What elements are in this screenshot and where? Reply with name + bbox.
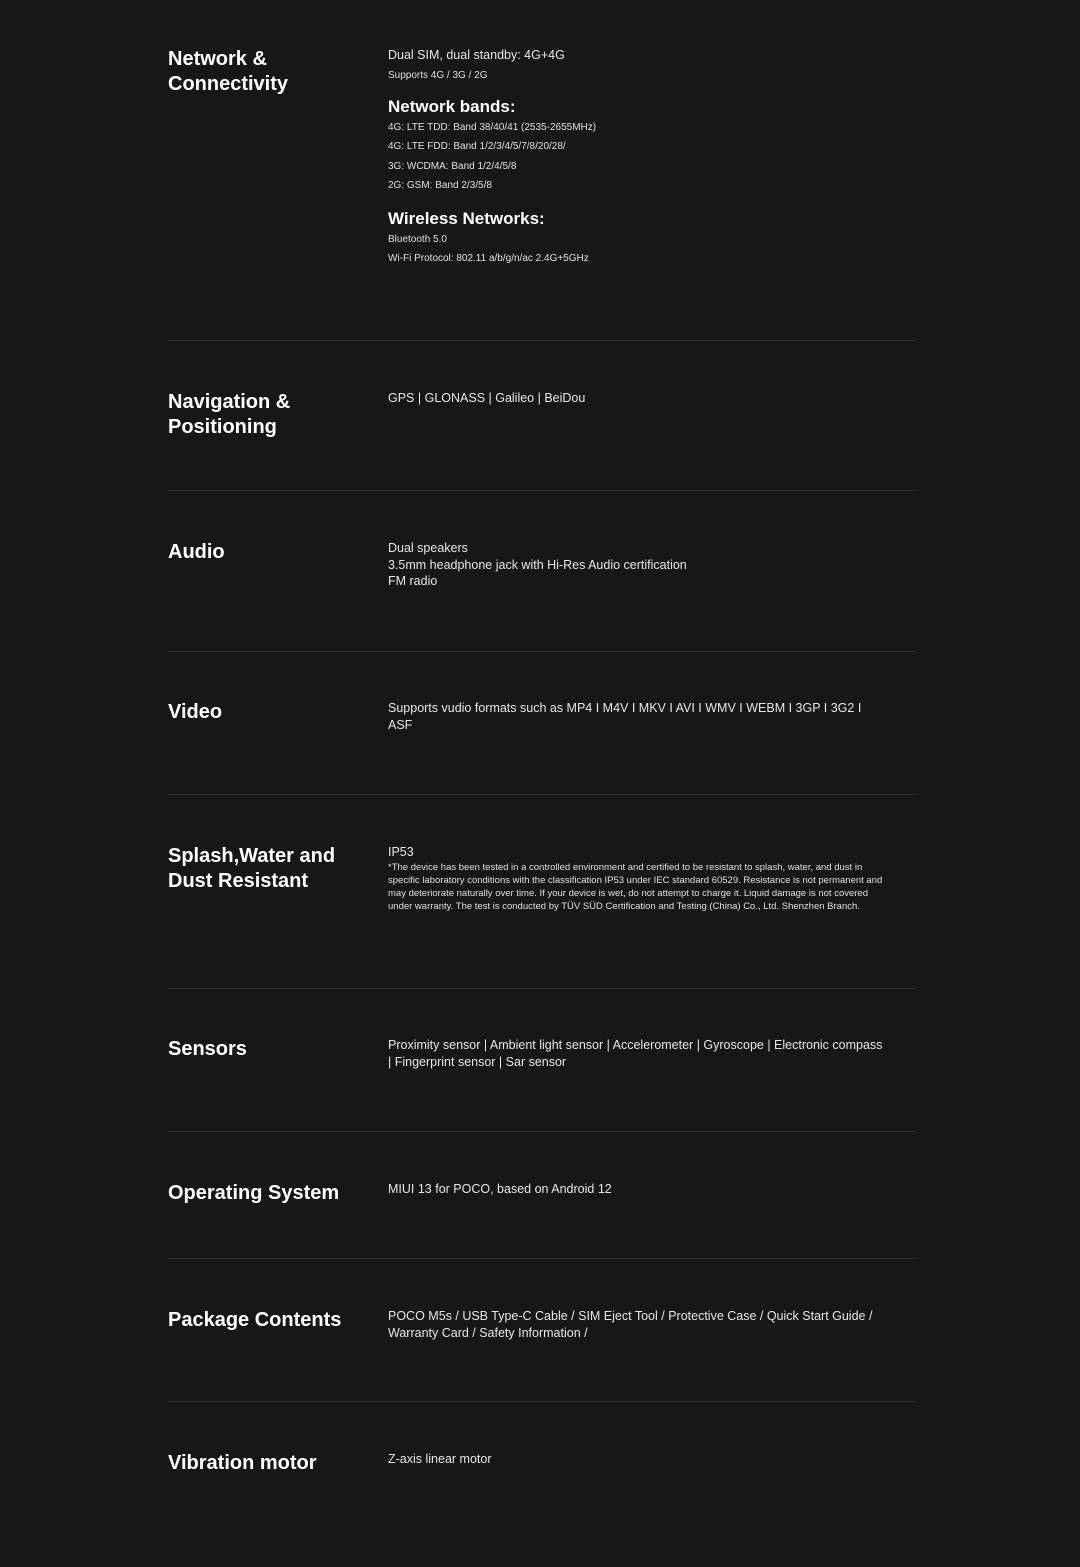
divider bbox=[168, 490, 916, 491]
vibration-body bbox=[388, 1451, 888, 1468]
video-title: Video bbox=[168, 701, 223, 723]
ip-rating-note: *The device has been tested in a controlled environment and certified to be resistant to splash, water, and dust in specific laboratory conditions with the classification IP53 under IEC standard 60529. Resistance is not permanent and may deteriorate naturally over time. If your device is wet, do not attempt to charge it. Liquid damage is not covered under warranty. The test is conducted by TÜV SÜD Certification and Testing (China) Co., Ltd. Shenzhen Branch. bbox=[388, 861, 883, 912]
network-title: Network & Connectivity bbox=[168, 48, 289, 95]
divider bbox=[168, 1258, 916, 1259]
os-title: Operating System bbox=[168, 1182, 340, 1204]
splash-title: Splash,Water and Dust Resistant bbox=[168, 845, 336, 892]
wifi-protocol: Wi-Fi Protocol: 802.11 a/b/g/n/ac 2.4G+5GHz bbox=[388, 253, 589, 264]
package-body bbox=[388, 1308, 888, 1341]
divider bbox=[168, 1131, 916, 1132]
os-body bbox=[388, 1181, 888, 1198]
navigation-body bbox=[388, 390, 888, 407]
video-formats: Supports vudio formats such as MP4 I M4V I MKV I AVI I WMV I WEBM I 3GP I 3G2 I ASF bbox=[388, 701, 862, 732]
package-title: Package Contents bbox=[168, 1309, 342, 1331]
navigation-systems: GPS | GLONASS | Galileo | BeiDou bbox=[388, 391, 586, 405]
sensors-title: Sensors bbox=[168, 1038, 247, 1060]
audio-body bbox=[388, 540, 888, 590]
os-version: MIUI 13 for POCO, based on Android 12 bbox=[388, 1182, 612, 1196]
divider bbox=[168, 1401, 916, 1402]
splash-body bbox=[388, 844, 888, 913]
divider bbox=[168, 988, 916, 989]
band-3g-wcdma: 3G: WCDMA: Band 1/2/4/5/8 bbox=[388, 160, 517, 172]
vibration-title: Vibration motor bbox=[168, 1452, 317, 1474]
video-body bbox=[388, 700, 888, 733]
wireless-networks-heading: Wireless Networks: bbox=[388, 208, 545, 228]
sensors-list: Proximity sensor | Ambient light sensor | Accelerometer | Gyroscope | Electronic compass | Fingerprint sensor | Sar sensor bbox=[388, 1038, 883, 1069]
audio-speakers: Dual speakers bbox=[388, 541, 468, 555]
vibration-motor-type: Z-axis linear motor bbox=[388, 1452, 492, 1466]
sensors-body bbox=[388, 1037, 888, 1070]
ip-rating: IP53 bbox=[388, 845, 414, 859]
sim-info: Dual SIM, dual standby: 4G+4G bbox=[388, 48, 565, 62]
band-2g-gsm: 2G: GSM: Band 2/3/5/8 bbox=[388, 180, 492, 191]
divider bbox=[168, 651, 916, 652]
network-body bbox=[388, 47, 888, 269]
divider bbox=[168, 340, 916, 341]
audio-title: Audio bbox=[168, 541, 225, 563]
band-4g-tdd: 4G: LTE TDD: Band 38/40/41 (2535-2655MHz) bbox=[388, 121, 597, 133]
supported-networks: Supports 4G / 3G / 2G bbox=[388, 69, 488, 81]
audio-fm-radio: FM radio bbox=[388, 574, 438, 588]
navigation-title: Navigation & Positioning bbox=[168, 391, 291, 438]
audio-headphone-jack: 3.5mm headphone jack with Hi-Res Audio certification bbox=[388, 557, 687, 572]
package-items: POCO M5s / USB Type-C Cable / SIM Eject Tool / Protective Case / Quick Start Guide / Warranty Card / Safety Information / bbox=[388, 1309, 873, 1340]
network-bands-heading: Network bands: bbox=[388, 96, 516, 116]
band-4g-fdd: 4G: LTE FDD: Band 1/2/3/4/5/7/8/20/28/ bbox=[388, 141, 566, 152]
divider bbox=[168, 794, 916, 795]
bluetooth-version: Bluetooth 5.0 bbox=[388, 233, 447, 245]
